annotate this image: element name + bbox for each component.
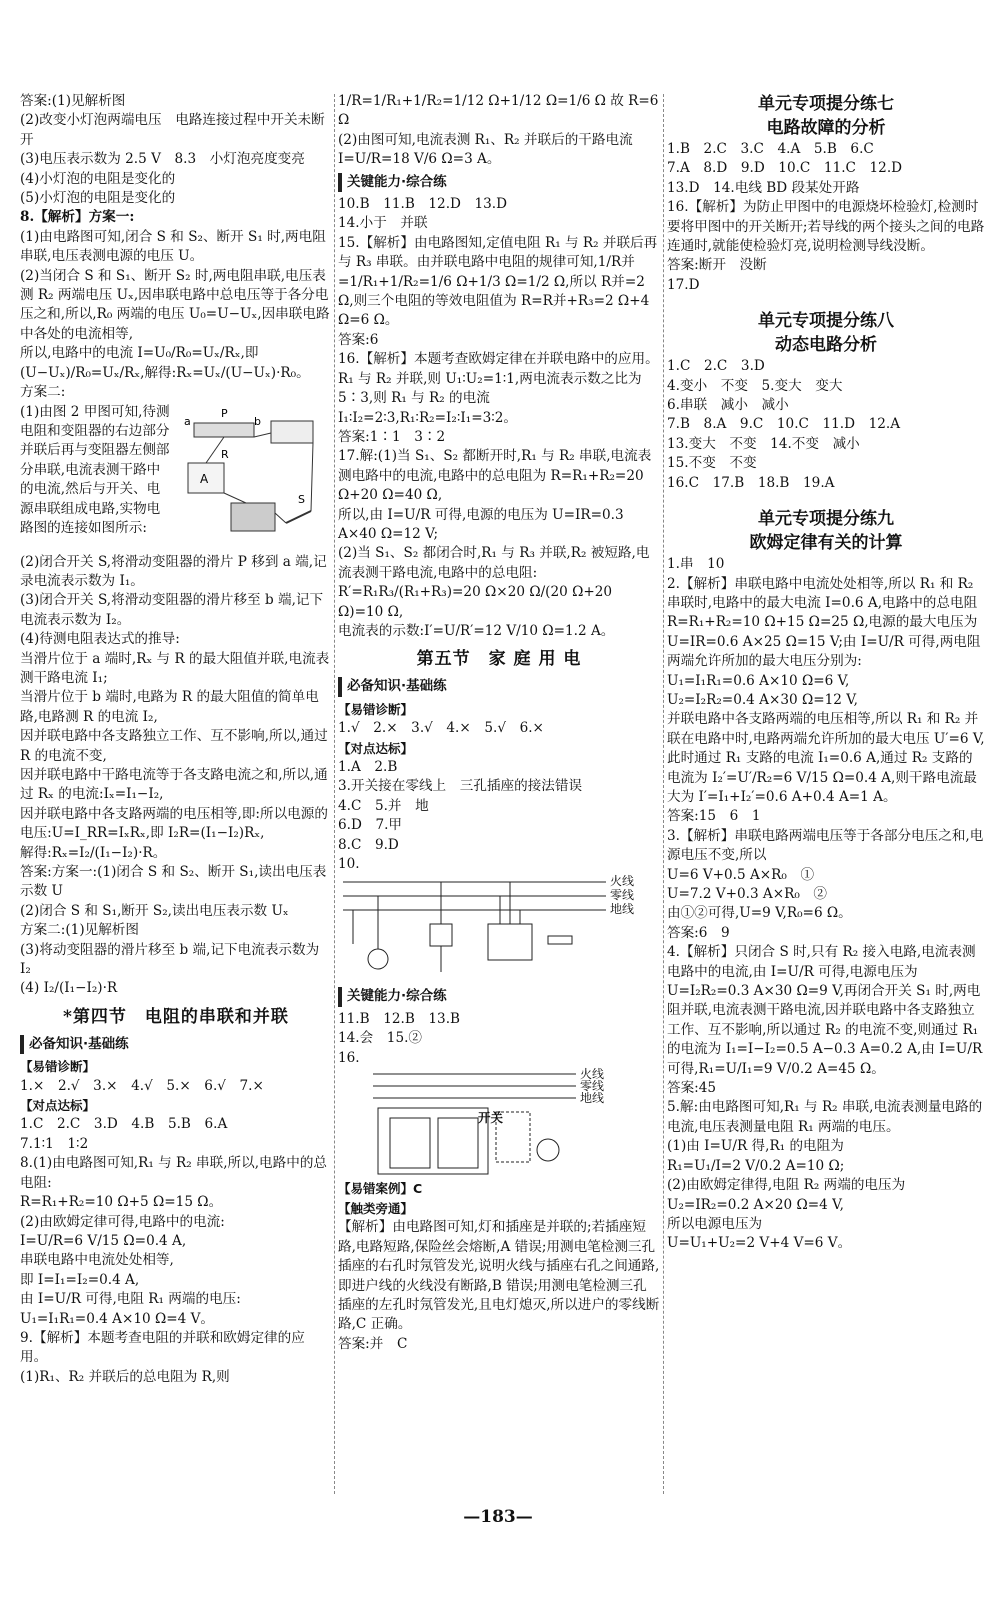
svg-text:R: R [221,447,229,461]
text-line: 8.【解析】方案一: [20,209,135,226]
section-band: 关键能力·综合练 [338,987,660,1006]
text-line: 17.解:(1)当 S₁、S₂ 都断开时,R₁ 与 R₂ 串联,电流表测电路中的电流,电路中的总电阻为 R=R₁+R₂=20 Ω+20 Ω=40 Ω, [338,448,652,504]
text-line: 10. [338,856,360,873]
text-line: (2)当 S₁、S₂ 都闭合时,R₁ 与 R₃ 并联,R₂ 被短路,电流表测干路电流,电路中的总电阻: [338,545,650,581]
text-line: 1/R=1/R₁+1/R₂=1/12 Ω+1/12 Ω=1/6 Ω 故 R=6 Ω [338,93,659,129]
physical-circuit-figure [176,403,326,553]
text-line: 13.变大 不变 14.不变 减小 [667,435,860,452]
text-line: 因并联电路中各支路独立工作、互不影响,所以,通过 R 的电流不变, [20,728,328,764]
page-number: —183— [463,1507,533,1527]
text-line: R₁=U₁/I=2 V/0.2 A=10 Ω; [667,1157,845,1174]
tag-label: 【易错诊断】 [20,1059,96,1075]
text-line: U=7.2 V+0.3 A×R₀ ② [667,886,828,902]
text-line: 1.串 10 [667,556,725,573]
column-1 [20,92,332,1387]
text-line: 并联电路中各支路两端的电压相等,所以 R₁ 和 R₂ 并联在电路中时,电路两端允许所加的最大电压 U′=6 V,此时通过 R₁ 支路的电流 I₁=0.6 A,通过 R₂ 支路的电流为 I₂′=U′/R₂=6 V/15 Ω=0.4 A,则干路电流最大为 I′=I₁+I₂′=0.6 A+0.4 A=1 A。 [667,711,985,805]
text-line: 由①②可得,U=9 V,R₀=6 Ω。 [667,905,852,922]
text-line: (2)闭合 S 和 S₁,断开 S₂,读出电压表示数 Uₓ [20,902,289,919]
wire-label-neutral: 零线 [610,888,635,903]
text-line: 14.小于 并联 [338,215,428,232]
text-line: U₁=I₁R₁=0.6 A×10 Ω=6 V, [667,672,850,689]
unit-9-title: 单元专项提分练九 [758,509,894,530]
text-line: U=6 V+0.5 A×R₀ ① [667,866,815,883]
text-line: 因并联电路中各支路两端的电压相等,即:所以电源的电压:U=I_RR=IₓRₓ,即 I₂R=(I₁−I₂)Rₓ, [20,805,328,842]
text-line: 由 I=U/R 可得,电阻 R₁ 两端的电压: [20,1291,241,1308]
text-line: 电流表的示数:I′=U/R′=12 V/10 Ω=1.2 A。 [338,622,615,639]
text-line: 答案:15 6 1 [667,808,761,825]
text-line: 因并联电路中干路电流等于各支路电流之和,所以,通过 Rₓ 的电流:Iₓ=I₁−I₂, [20,766,328,803]
wire-label-neutral: 零线 [580,1079,605,1094]
text-line: (3)将动变阻器的滑片移至 b 端,记下电流表示数为 I₂ [20,941,320,978]
text-line: (4) I₂/(I₁−I₂)·R [20,980,118,997]
text-line: (5)小灯泡的电阻是变化的 [20,190,176,207]
judge-answers: 1.√ 2.× 3.√ 4.× 5.√ 6.× [338,720,544,737]
text-line: 3.【解析】串联电路两端电压等于各部分电压之和,电源电压不变,所以 [667,827,984,864]
text-line: 答案:(1)见解析图 [20,93,126,109]
text-line: U₂=I₂R₂=0.4 A×30 Ω=12 V, [667,691,858,708]
text-line: 9.【解析】本题考查电阻的并联和欧姆定律的应用。 [20,1329,305,1366]
text-line: 13.D 14.电线 BD 段某处开路 [667,179,860,196]
svg-text:a: a [184,414,191,428]
svg-text:A: A [200,471,209,486]
text-line: 8.(1)由电路图可知,R₁ 与 R₂ 串联,所以,电路中的总电阻: [20,1155,328,1191]
text-line: 1.C 2.C 3.D [667,358,765,375]
text-line: 5.解:由电路图可知,R₁ 与 R₂ 串联,电流表测量电路的电流,电压表测量电阻 R₁ 两端的电压。 [667,1099,983,1135]
text-line: (1)R₁、R₂ 并联后的总电阻为 R,则 [20,1368,230,1385]
unit-7-subtitle: 电路故障的分析 [766,118,886,138]
text-line: 答案:方案一:(1)闭合 S 和 S₂、断开 S₁,读出电压表示数 U [20,864,327,900]
text-line: R′=R₁R₃/(R₁+R₃)=20 Ω×20 Ω/(20 Ω+20 Ω)=10 Ω, [338,584,613,620]
column-divider [663,94,665,1494]
judge-answers: 1.× 2.√ 3.× 4.√ 5.× 6.√ 7.× [20,1077,264,1094]
text-line: 【解析】由电路图可知,灯和插座是并联的;若插座短路,电路短路,保险丝会熔断,A 错误;用测电笔检测三孔插座的右孔时氖管发光,说明火线与插座右孔之间通路,即进户线的火线没有断路,B 错误;用测电笔检测三孔插座的左孔时氖管发光,且电灯熄灭,所以进户的零线断路,C 正确。 [338,1219,660,1333]
text-line: 所以电源电压为 [667,1215,763,1232]
wire-label-ground: 地线 [580,1091,605,1106]
column-divider [334,94,336,1494]
household-circuit-diagram [338,874,608,984]
socket-switch-diagram [368,1068,578,1178]
text-line: 16. [338,1049,360,1066]
unit-7-title: 单元专项提分练七 [758,94,894,114]
text-line: 答案:并 C [338,1335,408,1352]
text-line: 6.D 7.甲 [338,817,403,834]
text-line: (2)由图可知,电流表测 R₁、R₂ 并联后的干路电流 I=U/R=18 V/6 Ω=3 A。 [338,131,633,168]
wire-label-live: 火线 [610,874,635,889]
tag-label: 【易错案例】C [338,1181,423,1197]
text-line: 答案:45 [667,1080,717,1097]
column-3 [667,92,985,1254]
svg-text:P: P [221,406,228,420]
text-line: U=U₁+U₂=2 V+4 V=6 V。 [667,1235,852,1252]
tag-label: 【对点达标】 [20,1098,96,1114]
text-line: 所以,电路中的电流 I=U₀/R₀=Uₓ/Rₓ,即 (U−Uₓ)/R₀=Uₓ/Rₓ,解得:Rₓ=Uₓ/(U−Uₓ)·R₀。 [20,345,310,381]
text-line: 当滑片位于 b 端时,电路为 R 的最大阻值的简单电路,电路测 R 的电流 I₂, [20,689,319,725]
section-band: 关键能力·综合练 [338,173,660,192]
text-line: 6.串联 减小 减小 [667,397,789,414]
text-line: 方案二: [20,384,66,401]
tag-label: 【触类旁通】 [338,1200,414,1216]
choice-answers: 1.B 2.C 3.C 4.A 5.B 6.C [667,141,874,157]
text-line: 4.变小 不变 5.变大 变大 [667,377,843,394]
text-line: 15.【解析】由电路图知,定值电阻 R₁ 与 R₂ 并联后再与 R₃ 串联。由并联电路中电阻的规律可知,1/R并=1/R₁+1/R₂=1/6 Ω+1/3 Ω=1/2 Ω,所以 R并=2 Ω,则三个电阻的等效电阻值为 R=R并+R₃=2 Ω+4 Ω=6 Ω。 [338,234,658,329]
text-line: (2)当闭合 S 和 S₁、断开 S₂ 时,两电阻串联,电压表测 R₂ 两端电压 Uₓ,因串联电路中总电压等于各分电压之和,所以,R₀ 两端的电压 U₀=U−Uₓ,因串联电路中各处的电流相等, [20,267,330,342]
text-line: 16.【解析】为防止甲图中的电源烧坏检验灯,检测时要将甲图中的开关断开;若导线的两个接头之间的电路连通时,就能使检验灯亮,说明检测导线没断。 [667,199,985,255]
text-line: (1)由电路图可知,闭合 S 和 S₂、断开 S₁ 时,两电阻串联,电压表测电源的电压 U。 [20,228,326,265]
wire-label-ground: 地线 [610,902,635,917]
text-line: (1)由 I=U/R 得,R₁ 的电阻为 [667,1138,844,1155]
unit-9-subtitle: 欧姆定律有关的计算 [749,533,903,554]
tag-label: 【易错诊断】 [338,701,414,717]
text-line: (1)由图 2 甲图可知,待测电阻和变阻器的右边部分并联后再与变阻器左侧部分串联,电流表测干路中的电流,然后与开关、电源串联组成电路,实物电路图的连接如图所示: [20,403,170,536]
text-line: 3.开关接在零线上 三孔插座的接法错误 [338,778,583,795]
text-line: (2)改变小灯泡两端电压 电路连接过程中开关未断开 [20,112,325,148]
text-line: 解得:Rₓ=I₂/(I₁−I₂)·R。 [20,844,167,861]
text-line: 4.C 5.并 地 [338,797,429,814]
tag-label: 【对点达标】 [338,740,414,756]
text-line: (2)由欧姆定律得,电阻 R₂ 两端的电压为 [667,1177,906,1194]
text-line: 答案:断开 没断 [667,257,767,274]
text-line: 16.【解析】本题考查欧姆定律在并联电路中的应用。R₁ 与 R₂ 并联,则 U₁∶U₂=1∶1,两电流表示数之比为 5∶3,则 R₁ 与 R₂ 的电流 I₁∶I₂=2∶3,R₁∶R₂=I₂∶I₁=3∶2。 [338,351,659,426]
wire-label-live: 火线 [580,1067,605,1082]
text-line: R=R₁+R₂=10 Ω+5 Ω=15 Ω。 [20,1194,223,1211]
section-5-title: 第五节 家 庭 用 电 [416,649,582,670]
text-line: (2)闭合开关 S,将滑动变阻器的滑片 P 移到 a 端,记录电流表示数为 I₁。 [20,553,327,589]
choice-answers: 7.A 8.D 9.D 10.C 11.C 12.D [667,160,903,177]
text-line: 14.会 15.② [338,1030,423,1047]
unit-8-title: 单元专项提分练八 [758,311,894,332]
unit-8-subtitle: 动态电路分析 [775,335,877,356]
text-line: 7.B 8.A 9.C 10.C 11.D 12.A [667,416,901,433]
text-line: (4)小灯泡的电阻是变化的 [20,170,176,187]
svg-text:b: b [254,414,261,428]
text-line: 串联电路中电流处处相等, [20,1252,174,1269]
text-line: 2.【解析】串联电路中电流处处相等,所以 R₁ 和 R₂ 串联时,电路中的最大电流 I=0.6 A,电路中的总电阻 R=R₁+R₂=10 Ω+15 Ω=25 Ω,电源的最大电压为 U=IR=0.6 A×25 Ω=15 V;由 I=U/R 可得,两电阻两端允许所加的最大电压分别为: [667,575,981,670]
text-line: 方案二:(1)见解析图 [20,922,139,939]
column-2 [338,92,660,1354]
text-line: 当滑片位于 a 端时,Rₓ 与 R 的最大阻值并联,电流表测干路电流 I₁; [20,650,330,686]
text-line: 答案:6 [338,331,379,348]
section-4-title: *第四节 电阻的串联和并联 [63,1006,289,1027]
text-line: 15.不变 不变 [667,455,757,472]
text-line: (3)电压表示数为 2.5 V 8.3 小灯泡亮度变亮 [20,151,305,168]
text-line: (4)待测电阻表达式的推导: [20,631,180,648]
text-line: 所以,由 I=U/R 可得,电源的电压为 U=IR=0.3 A×40 Ω=12 V; [338,506,624,542]
text-line: (3)闭合开关 S,将滑动变阻器的滑片移至 b 端,记下电流表示数为 I₂。 [20,592,324,628]
text-line: (2)由欧姆定律可得,电路中的电流: [20,1213,225,1230]
text-line: 即 I=I₁=I₂=0.4 A, [20,1271,140,1288]
svg-text:S: S [298,492,305,506]
text-line: U₂=IR₂=0.2 A×20 Ω=4 V, [667,1196,844,1213]
section-band: 必备知识·基础练 [20,1035,332,1054]
text-line: 答案:1∶1 3∶2 [338,428,446,445]
choice-answers: 1.A 2.B [338,759,398,775]
text-line: 4.【解析】只闭合 S 时,只有 R₂ 接入电路,电流表测电路中的电流,由 I=U/R 可得,电源电压为 U=I₂R₂=0.3 A×30 Ω=9 V,再闭合开关 S₁ 时,两电阻并联,电流表测干路电流,因并联电路中各支路独立工作、互不影响,所以通过 R₂ 的电流不变,则通过 R₁ 的电流为 I₁=I−I₂=0.5 A−0.3 A=0.2 A,由 I=U/R 可得,R₁=U/I₁=9 V/0.2 A=45 Ω。 [667,944,983,1077]
section-band: 必备知识·基础练 [338,677,660,696]
text-line: U₁=I₁R₁=0.4 A×10 Ω=4 V。 [20,1310,214,1327]
text-line: 7.1∶1 1∶2 [20,1135,89,1152]
text-line: 17.D [667,276,700,293]
wiring-diagram-1 [338,874,660,984]
text-line: I=U/R=6 V/15 Ω=0.4 A, [20,1232,187,1249]
switch-label: 开关 [478,1110,504,1126]
text-line: 8.C 9.D [338,836,399,853]
choice-answers: 11.B 12.B 13.B [338,1010,461,1027]
choice-answers: 1.C 2.C 3.D 4.B 5.B 6.A [20,1116,228,1133]
text-line: 16.C 17.B 18.B 19.A [667,474,835,491]
choice-answers: 10.B 11.B 12.D 13.D [338,196,508,213]
text-line: 答案:6 9 [667,924,730,941]
